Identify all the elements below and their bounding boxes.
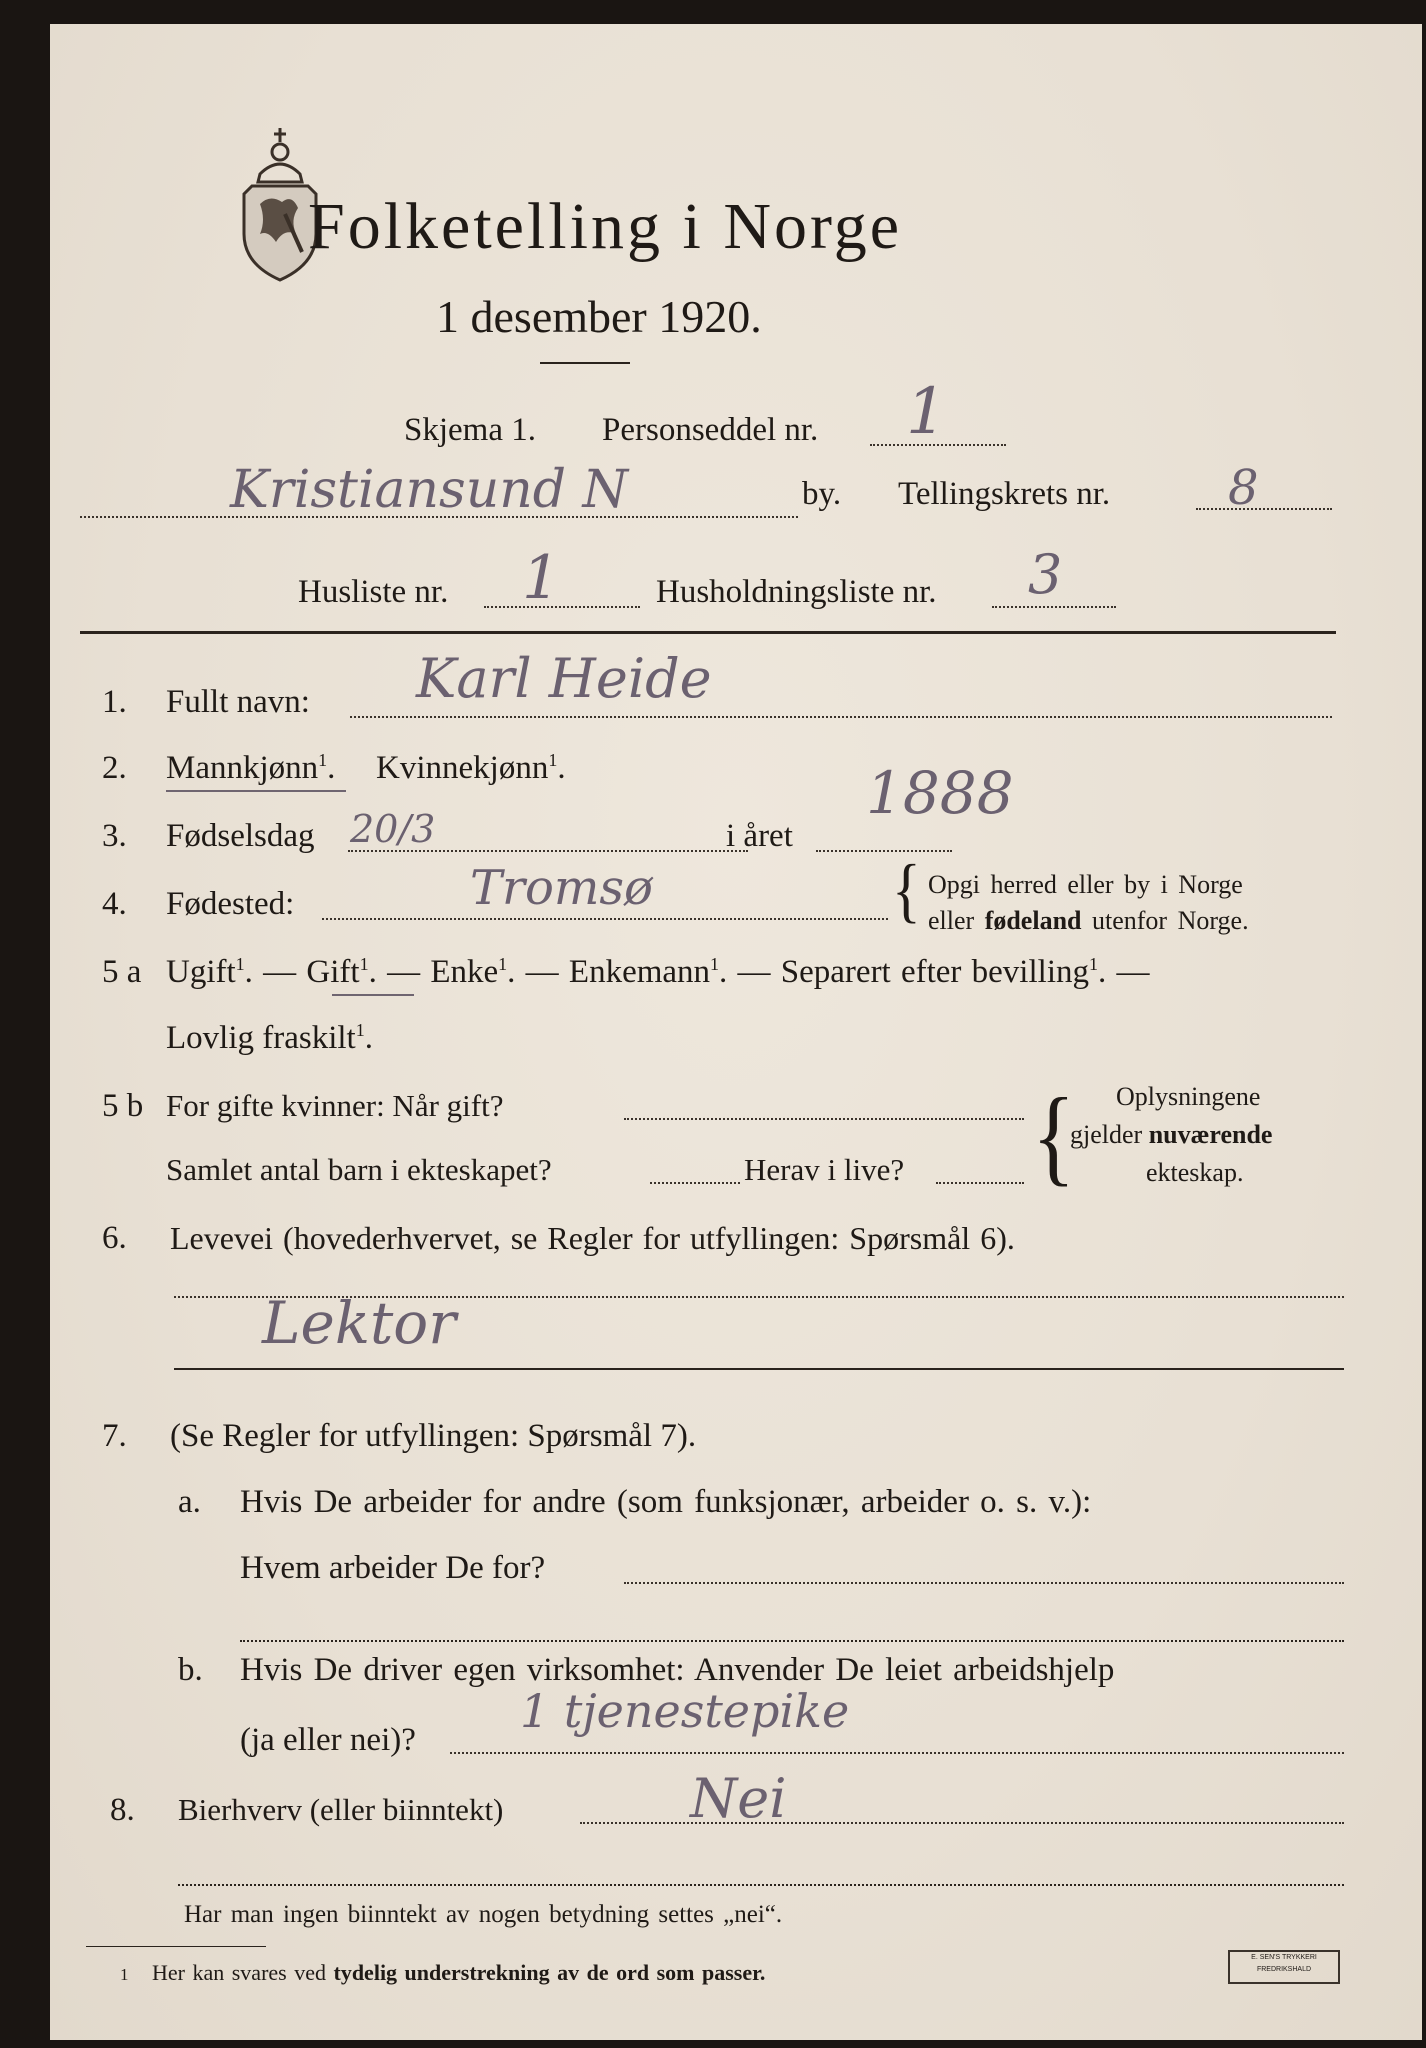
q7b-letter: b. xyxy=(178,1652,203,1688)
q4-dots xyxy=(322,918,888,920)
q4-label: Fødested: xyxy=(166,886,295,922)
q5b-barn-dots xyxy=(650,1182,740,1184)
q7-label: (Se Regler for utfyllingen: Spørsmål 7). xyxy=(170,1418,697,1454)
tellingskrets-label: Tellingskrets nr. xyxy=(898,476,1111,512)
header-rule xyxy=(80,631,1336,634)
footnote-mark: 1 xyxy=(120,1965,129,1984)
tellingskrets-dots xyxy=(1196,508,1332,510)
q7a-question: Hvem arbeider De for? xyxy=(240,1550,546,1586)
q4-number: 4. xyxy=(102,886,127,922)
q6-line-2 xyxy=(174,1368,1344,1370)
personseddel-label: Personseddel nr. xyxy=(602,412,819,448)
q8-label: Bierhverv (eller biinntekt) xyxy=(178,1792,504,1827)
q5b-live-dots xyxy=(936,1182,1024,1184)
q4-value: Tromsø xyxy=(470,860,653,916)
q5a-number: 5 a xyxy=(102,954,142,990)
q3-year-label: i året xyxy=(726,818,793,854)
schema-label: Skjema 1. xyxy=(404,412,536,448)
q4-note-1: Opgi herred eller by i Norge xyxy=(928,870,1243,899)
q6-number: 6. xyxy=(102,1220,127,1256)
q7a-line-2 xyxy=(240,1640,1344,1642)
form-sheet xyxy=(50,24,1422,2040)
printer-stamp-line-2: FREDRIKSHALD xyxy=(1256,1966,1312,1973)
q1-value: Karl Heide xyxy=(416,647,712,710)
husholdning-dots xyxy=(992,606,1116,608)
q7b-text: Hvis De driver egen virksomhet: Anvender De leiet arbeidshjelp xyxy=(240,1652,1115,1688)
q7a-dots xyxy=(624,1582,1344,1584)
q5b-barn-label: Samlet antal barn i ekteskapet? xyxy=(166,1152,552,1187)
q5a-fraskilt: Lovlig fraskilt$^1$. xyxy=(166,1020,373,1056)
husholdning-label: Husholdningsliste nr. xyxy=(656,574,937,610)
q6-value: Lektor xyxy=(262,1289,456,1357)
q7a-text: Hvis De arbeider for andre (som funksjonær, arbeider o. s. v.): xyxy=(240,1484,1092,1520)
q2-mann: Mannkjønn$^1$. xyxy=(166,750,336,786)
husliste-value: 1 xyxy=(522,543,561,613)
q7b-value: 1 tjenestepike xyxy=(520,1684,850,1738)
footnote-text: Her kan svares ved tydelig understrekning av de ord som passer. xyxy=(152,1960,766,1985)
q5b-note-1: Oplysningene xyxy=(1116,1082,1261,1111)
footnote-rule xyxy=(86,1946,266,1947)
by-label: by. xyxy=(802,476,842,512)
q1-number: 1. xyxy=(102,684,127,720)
q5b-note-3: ekteskap. xyxy=(1146,1158,1244,1187)
q7b-dots xyxy=(450,1752,1344,1754)
q5b-married-dots xyxy=(624,1118,1024,1120)
q2-kvinne: Kvinnekjønn$^1$. xyxy=(376,750,566,786)
q5a-options: Ugift$^1$. — Gift$^1$. — Enke$^1$. — Enkemann$^1$. — Separert efter bevilling$^1$. — xyxy=(166,954,1150,990)
q5b-brace: { xyxy=(1032,1077,1076,1196)
q8-line-2 xyxy=(178,1884,1344,1886)
form-title: Folketelling i Norge xyxy=(308,190,903,263)
city-dots xyxy=(80,516,798,518)
q1-dots xyxy=(350,716,1332,718)
husholdning-value: 3 xyxy=(1028,543,1063,606)
form-date: 1 desember 1920. xyxy=(436,291,762,342)
q2-number: 2. xyxy=(102,750,127,786)
q5b-label: For gifte kvinner: Når gift? xyxy=(166,1088,504,1123)
q3-label: Fødselsdag xyxy=(166,818,315,854)
q2-mann-underline xyxy=(166,790,346,792)
q3-year-value: 1888 xyxy=(866,759,1014,827)
q8-number: 8. xyxy=(110,1792,135,1828)
q6-label: Levevei (hovederhvervet, se Regler for utfyllingen: Spørsmål 6). xyxy=(170,1220,1015,1256)
q1-label: Fullt navn: xyxy=(166,684,310,720)
husliste-dots xyxy=(484,606,640,608)
q7b-question: (ja eller nei)? xyxy=(240,1722,416,1758)
q4-note-2: eller fødeland utenfor Norge. xyxy=(928,906,1249,935)
personseddel-value: 1 xyxy=(906,375,947,449)
q7a-letter: a. xyxy=(178,1484,201,1520)
q8-value: Nei xyxy=(690,1767,787,1830)
q3-day-value: 20/3 xyxy=(350,807,436,851)
q4-brace: { xyxy=(892,850,921,930)
q8-note: Har man ingen biinntekt av nogen betydning settes „nei“. xyxy=(184,1901,783,1928)
q3-number: 3. xyxy=(102,818,127,854)
q7-number: 7. xyxy=(102,1418,127,1454)
q5b-live-label: Herav i live? xyxy=(744,1152,905,1187)
q5b-number: 5 b xyxy=(102,1088,144,1124)
title-divider xyxy=(540,362,630,364)
husliste-label: Husliste nr. xyxy=(298,574,449,610)
q3-year-dots xyxy=(816,850,952,852)
q5b-note-2: gjelder nuværende xyxy=(1070,1120,1273,1149)
city-value: Kristiansund N xyxy=(230,460,629,520)
q5a-gift-underline xyxy=(332,994,414,996)
printer-stamp-line-1: E. SEN'S TRYKKERI xyxy=(1251,1954,1317,1961)
tellingskrets-value: 8 xyxy=(1228,460,1259,516)
printer-stamp xyxy=(1228,1950,1340,1984)
